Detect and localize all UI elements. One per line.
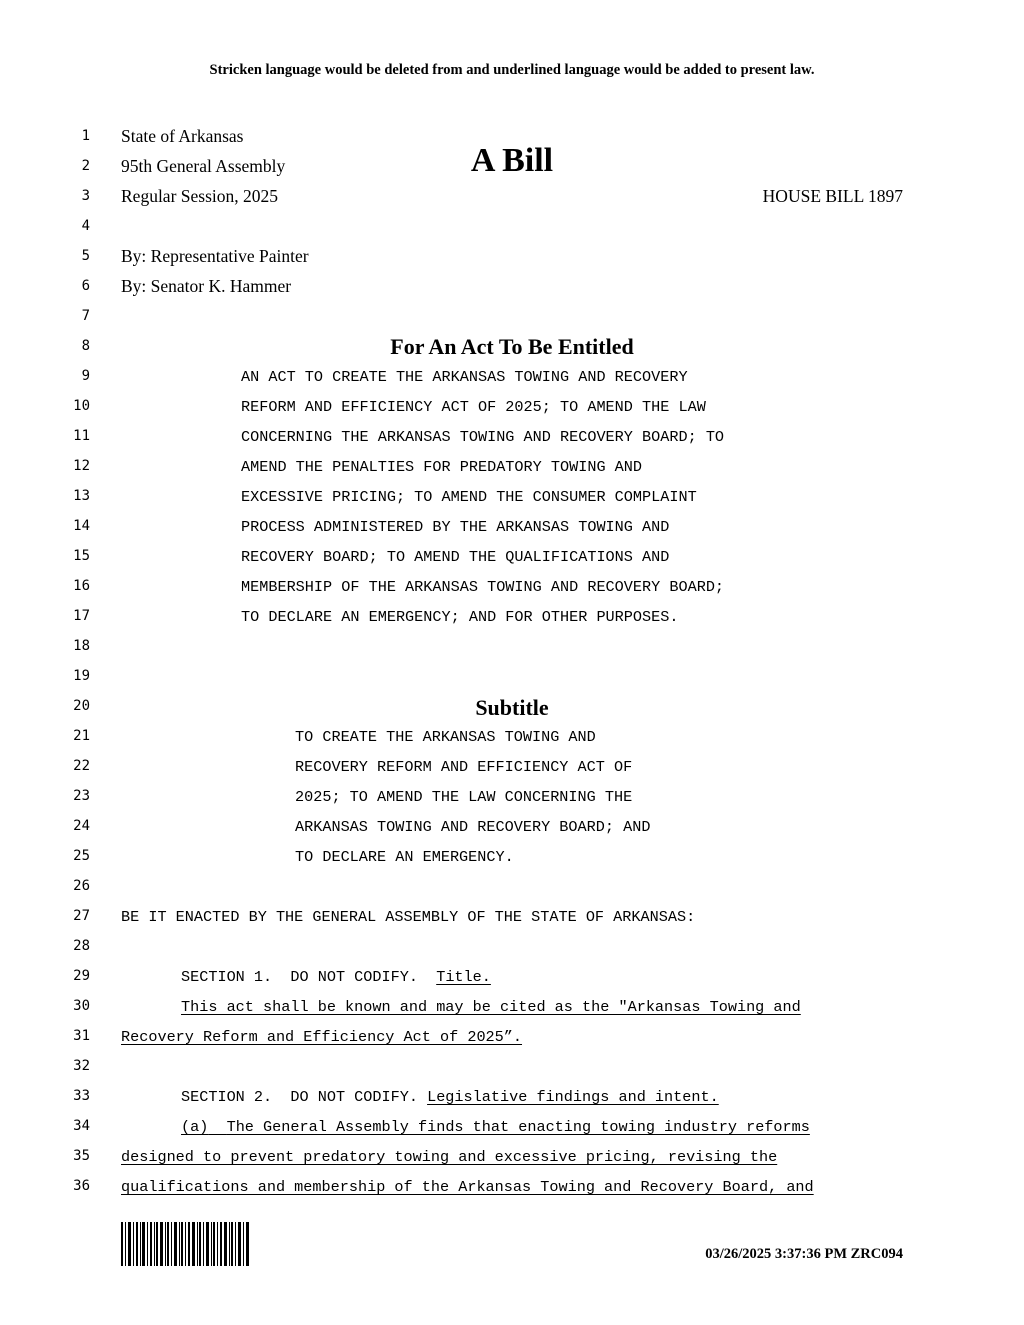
subtitle-line: RECOVERY REFORM AND EFFICIENCY ACT OF — [295, 758, 633, 776]
line-number: 1 — [81, 128, 90, 144]
enacting-clause: BE IT ENACTED BY THE GENERAL ASSEMBLY OF THE STATE OF ARKANSAS: — [121, 908, 696, 926]
line-number: 34 — [73, 1118, 90, 1134]
line-number: 2 — [81, 158, 90, 174]
line-number: 32 — [73, 1058, 90, 1074]
line-number: 9 — [81, 368, 90, 384]
line-number: 17 — [73, 608, 90, 624]
senate-sponsor: By: Senator K. Hammer — [121, 276, 292, 296]
line-number: 30 — [73, 998, 90, 1014]
line-number: 24 — [73, 818, 90, 834]
subtitle-line: TO DECLARE AN EMERGENCY. — [295, 848, 514, 866]
line-number: 19 — [73, 668, 90, 684]
line-number: 23 — [73, 788, 90, 804]
line-number: 18 — [73, 638, 90, 654]
line-number: 28 — [73, 938, 90, 954]
section-2-text: designed to prevent predatory towing and excessive pricing, revising the — [121, 1148, 778, 1166]
line-number: 29 — [73, 968, 90, 984]
general-assembly: 95th General Assembly — [121, 156, 286, 176]
title-line: TO DECLARE AN EMERGENCY; AND FOR OTHER PURPOSES. — [241, 608, 679, 626]
section-2-text: qualifications and membership of the Arkansas Towing and Recovery Board, and — [121, 1178, 814, 1196]
line-number: 20 — [73, 698, 90, 714]
line-number: 26 — [73, 878, 90, 894]
line-number: 36 — [73, 1178, 90, 1194]
section-2-title: Legislative findings and intent. — [427, 1088, 719, 1106]
line-number: 15 — [73, 548, 90, 564]
document-timestamp: 03/26/2025 3:37:36 PM ZRC094 — [705, 1246, 903, 1262]
state-name: State of Arkansas — [121, 126, 244, 146]
title-line: CONCERNING THE ARKANSAS TOWING AND RECOVERY BOARD; TO — [241, 428, 725, 446]
line-number: 7 — [81, 308, 90, 324]
line-number: 3 — [81, 188, 90, 204]
entitled-heading: For An Act To Be Entitled — [390, 334, 634, 359]
line-number: 33 — [73, 1088, 90, 1104]
subtitle-heading: Subtitle — [475, 695, 549, 720]
title-line: EXCESSIVE PRICING; TO AMEND THE CONSUMER COMPLAINT — [241, 488, 697, 506]
section-1-heading: SECTION 1. DO NOT CODIFY. Title. — [181, 968, 491, 986]
line-number: 25 — [73, 848, 90, 864]
line-number: 5 — [81, 248, 90, 264]
line-number: 16 — [73, 578, 90, 594]
line-number: 14 — [73, 518, 90, 534]
line-number: 13 — [73, 488, 90, 504]
title-line: AMEND THE PENALTIES FOR PREDATORY TOWING AND — [241, 458, 643, 476]
title-line: PROCESS ADMINISTERED BY THE ARKANSAS TOWING AND — [241, 518, 670, 536]
bill-number: HOUSE BILL 1897 — [762, 186, 903, 206]
section-1-text: This act shall be known and may be cited as the "Arkansas Towing and — [181, 998, 801, 1016]
line-number: 8 — [81, 338, 90, 354]
line-number: 31 — [73, 1028, 90, 1044]
title-line: RECOVERY BOARD; TO AMEND THE QUALIFICATIONS AND — [241, 548, 670, 566]
session-name: Regular Session, 2025 — [121, 186, 279, 206]
amendment-notice: Stricken language would be deleted from and underlined language would be added to present law. — [209, 62, 815, 78]
line-number: 27 — [73, 908, 90, 924]
section-1-text: Recovery Reform and Efficiency Act of 2025”. — [121, 1028, 523, 1046]
house-sponsor: By: Representative Painter — [121, 246, 309, 266]
line-number: 10 — [73, 398, 90, 414]
title-line: MEMBERSHIP OF THE ARKANSAS TOWING AND RECOVERY BOARD; — [241, 578, 725, 596]
subtitle-line: ARKANSAS TOWING AND RECOVERY BOARD; AND — [295, 818, 651, 836]
line-number: 11 — [73, 428, 90, 444]
line-number: 22 — [73, 758, 90, 774]
line-number: 12 — [73, 458, 90, 474]
section-2-heading: SECTION 2. DO NOT CODIFY. Legislative findings and intent. — [181, 1088, 719, 1106]
barcode-icon — [121, 1222, 249, 1266]
section-2-subsection-a: (a) The General Assembly finds that enacting towing industry reforms — [181, 1118, 810, 1136]
subtitle-line: 2025; TO AMEND THE LAW CONCERNING THE — [295, 788, 633, 806]
document-title: A Bill — [470, 142, 554, 179]
line-number: 6 — [81, 278, 90, 294]
subtitle-line: TO CREATE THE ARKANSAS TOWING AND — [295, 728, 596, 746]
title-line: REFORM AND EFFICIENCY ACT OF 2025; TO AMEND THE LAW — [241, 398, 706, 416]
title-line: AN ACT TO CREATE THE ARKANSAS TOWING AND RECOVERY — [241, 368, 688, 386]
section-1-title: Title. — [436, 968, 491, 986]
line-number: 21 — [73, 728, 90, 744]
line-number: 4 — [81, 218, 90, 234]
line-number: 35 — [73, 1148, 90, 1164]
